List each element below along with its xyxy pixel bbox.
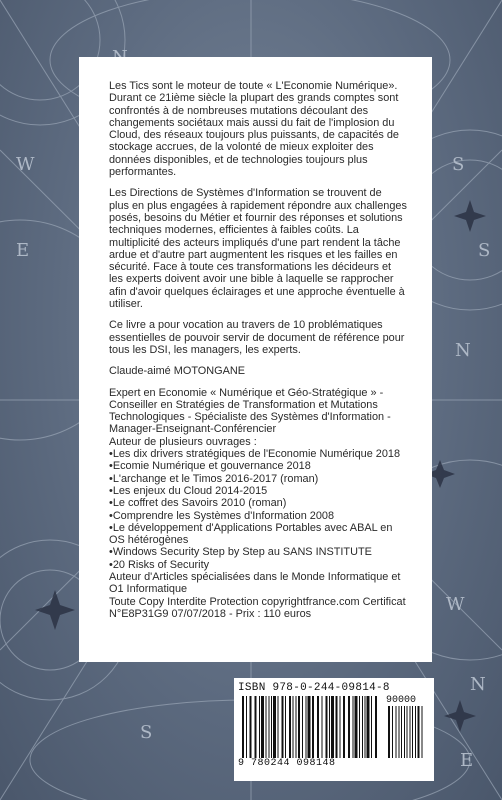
barcode-main-bars (242, 696, 380, 758)
list-item: •Windows Security Step by Step au SANS INSTITUTE (109, 546, 372, 559)
compass-letter: E (16, 240, 30, 261)
text-line: ardue et d'autre part augmentent les risques et les failles en (109, 248, 398, 261)
text-line: multiplicité des acteurs impliqués d'une part rendent la tâche (109, 236, 401, 249)
compass-letter: W (16, 154, 35, 175)
text-line: changements sociétaux mais aussi du fait de l'implosion du (109, 116, 395, 129)
barcode-graphic (238, 696, 430, 768)
intro-paragraph (109, 80, 418, 178)
back-cover-text-panel (79, 57, 432, 662)
list-item: •L'archange et le Timos 2016-2017 (roman) (109, 472, 319, 485)
text-line: Toute Copy Interdite Protection copyrightfrance.com Certificat (109, 595, 406, 608)
text-line: Les Directions de Systèmes d'Information se trouvent de (109, 187, 382, 200)
text-line: Conseiller en Stratégies de Transformation et Mutations (109, 398, 378, 411)
dsi-paragraph (109, 187, 418, 310)
text-line: N°E8P31G9 07/07/2018 - Prix : 110 euros (109, 607, 312, 620)
text-line: les experts doivent avoir une bible à laquelle se rapprocher (109, 273, 394, 286)
text-line: données disponibles, et de technologies toujours plus (109, 153, 368, 166)
barcode-addon-bars (388, 706, 426, 758)
list-item: •Les dix drivers stratégiques de l'Economie Numérique 2018 (109, 448, 401, 461)
list-item: •Le développement d'Applications Portables avec ABAL en (109, 521, 393, 534)
compass-letter: S (140, 722, 153, 743)
text-line: utiliser. (109, 298, 143, 311)
text-line: posés, besoins du Métier et fournir des réponses et solutions (109, 211, 403, 224)
list-item: •Comprendre les Systèmes d'Information 2008 (109, 509, 335, 522)
text-line: Expert en Economie « Numérique et Géo-Stratégique » - (109, 386, 384, 399)
text-line: Durant ce 21ième siècle la plupart des grands comptes sont (109, 92, 399, 105)
isbn-label: ISBN 978-0-244-09814-8 (238, 682, 390, 694)
text-line: plus en plus engagées à rapidement répondre aux challenges (109, 199, 407, 212)
text-line: performantes. (109, 166, 177, 179)
compass-letter: S (478, 240, 491, 261)
list-item: •Ecomie Numérique et gouvernance 2018 (109, 460, 311, 473)
purpose-paragraph (109, 319, 418, 356)
barcode-addon-label: 90000 (386, 695, 417, 706)
text-line: Cloud, des réseaux toujours plus puissants, de capacités de (109, 129, 399, 142)
works-heading: Auteur de plusieurs ouvrages : (109, 435, 257, 448)
works-list (109, 448, 418, 571)
text-line: sécurité. Face à toute ces transformations les décideurs et (109, 261, 392, 274)
list-item: •20 Risks of Security (109, 558, 210, 571)
text-line: confrontés à de nombreuses mutations découlant des (109, 104, 369, 117)
text-line: Ce livre a pour vocation au travers de 10 problématiques (109, 319, 383, 332)
compass-letter: E (460, 750, 474, 771)
text-line: Manager-Enseignant-Conférencier (109, 423, 277, 436)
text-line: Les Tics sont le moteur de toute « L'Economie Numérique». (109, 80, 398, 92)
text-line: essentielles de pouvoir servir de document de référence pour (109, 331, 405, 344)
text-line: Technologiques - Spécialiste des Systèmes d'Information - (109, 411, 391, 424)
text-line: Auteur d'Articles spécialisées dans le Monde Informatique et (109, 570, 401, 583)
text-line: tous les DSI, les managers, les experts. (109, 343, 301, 356)
text-line: techniques modernes, efficientes à faibles coûts. La (109, 224, 359, 237)
isbn-barcode (234, 678, 434, 781)
list-item: •Le coffret des Savoirs 2010 (roman) (109, 497, 287, 510)
list-item: •Les enjeux du Cloud 2014-2015 (109, 484, 268, 497)
compass-letter: W (446, 594, 465, 615)
text-line: O1 Informatique (109, 583, 188, 596)
closing-notes (109, 571, 418, 620)
author-name: Claude-aimé MOTONGANE (109, 365, 245, 378)
list-item: OS hétérogènes (109, 534, 189, 547)
compass-letter: S (452, 154, 465, 175)
text-line: afin d'avoir quelques éclairages et une approche éventuelle à (109, 285, 405, 298)
compass-letter: N (455, 340, 471, 361)
text-line: stockage accrues, de la volonté de mieux exploiter des (109, 141, 374, 154)
compass-letter: N (470, 674, 486, 695)
author-bio (109, 387, 418, 436)
barcode-digits: 9 780244 098148 (238, 758, 336, 769)
